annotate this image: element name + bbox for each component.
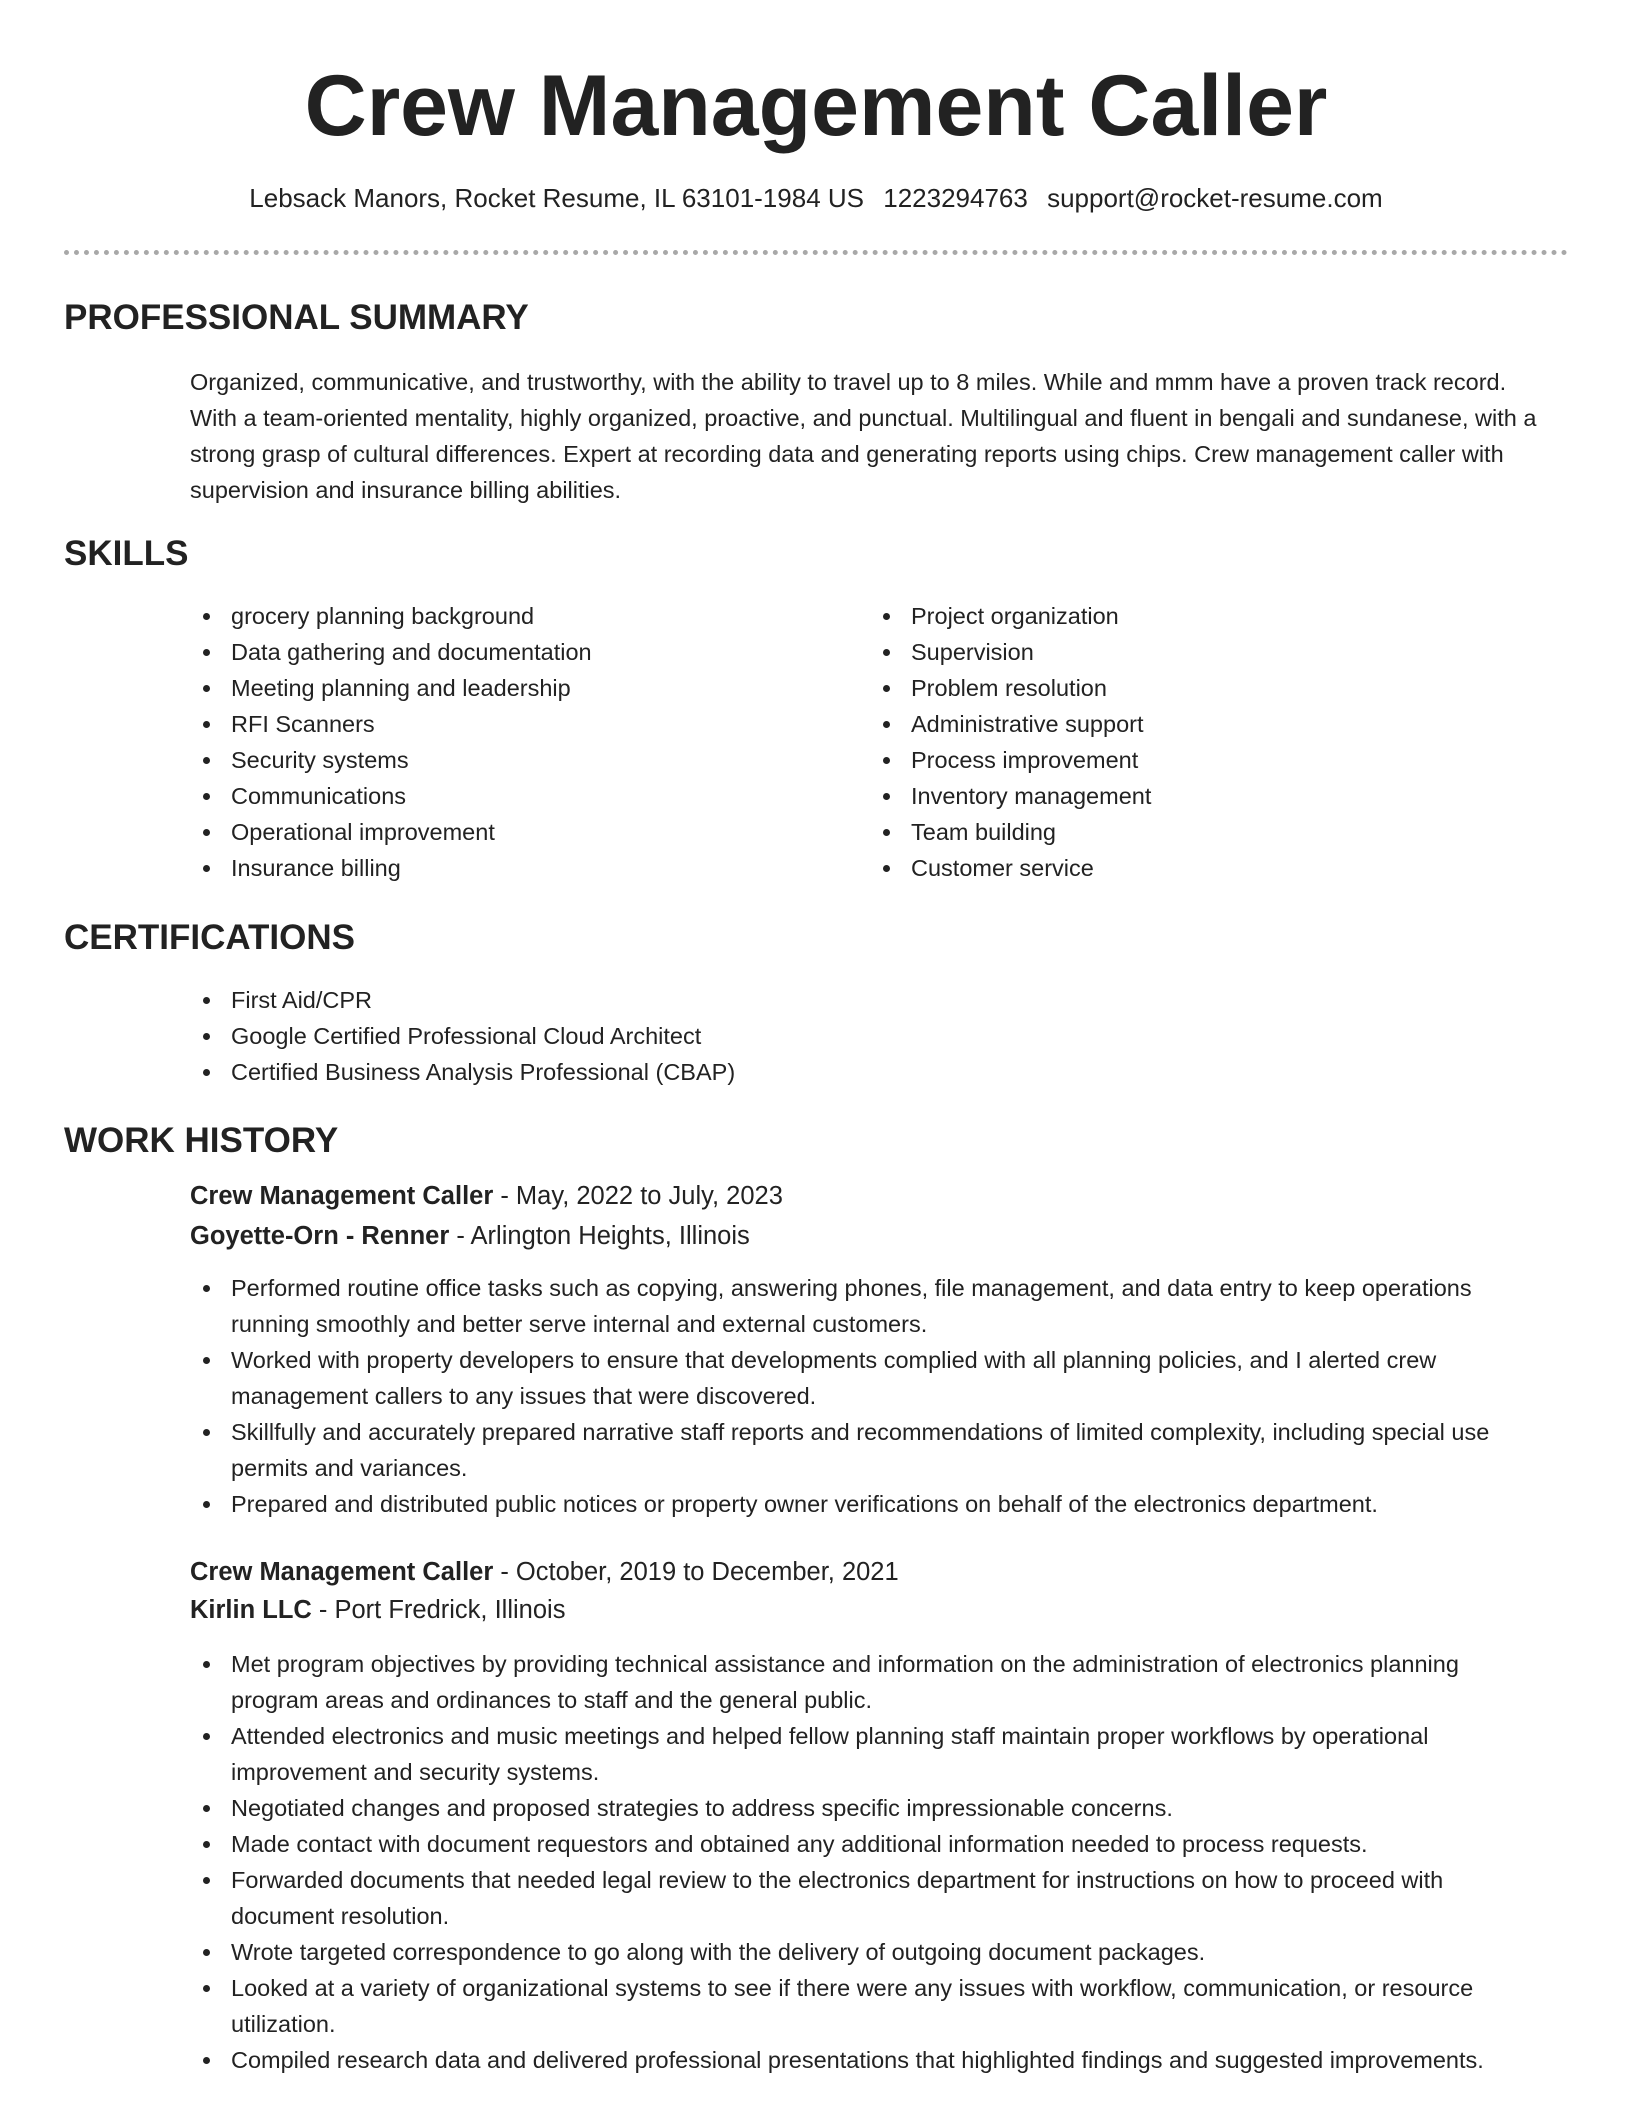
job-bullet: Wrote targeted correspondence to go along with the delivery of outgoing document packages. — [188, 1934, 1540, 1970]
job-company: Goyette-Orn - Renner — [190, 1222, 450, 1250]
job-company-line — [190, 1218, 750, 1254]
summary-text: Organized, communicative, and trustworthy, with the ability to travel up to 8 miles. While and mmm have a proven track record. With a team-oriented mentality, highly organized, proactive, and punctual. Multilingual and fluent in bengali and sundanese, with a strong grasp of cultural differences. Expert at recording data and generating reports using chips. Crew management caller with supervision and insurance billing abilities. — [190, 369, 1537, 503]
job-bullet: Negotiated changes and proposed strategies to address specific impressionable concerns. — [188, 1790, 1540, 1826]
job-bullet: Prepared and distributed public notices or property owner verifications on behalf of the electronics department. — [188, 1486, 1540, 1522]
skill-item: Administrative support — [868, 706, 1488, 742]
section-title-certifications: CERTIFICATIONS — [64, 918, 356, 957]
contact-address: Lebsack Manors, Rocket Resume, IL 63101-1984 US — [249, 183, 864, 213]
skill-item: Problem resolution — [868, 670, 1488, 706]
job-title: Crew Management Caller — [190, 1182, 494, 1210]
header-divider — [64, 250, 1568, 255]
job-dates: - May, 2022 to July, 2023 — [493, 1182, 783, 1210]
job-bullet: Looked at a variety of organizational systems to see if there were any issues with workflow, communication, or resource utilization. — [188, 1970, 1540, 2042]
job-bullets — [188, 1270, 1540, 1522]
skill-item: Supervision — [868, 634, 1488, 670]
job-bullet: Attended electronics and music meetings and helped fellow planning staff maintain proper workflows by operational improvement and security systems. — [188, 1718, 1540, 1790]
job-bullet: Performed routine office tasks such as copying, answering phones, file management, and data entry to keep operations running smoothly and better serve internal and external customers. — [188, 1270, 1540, 1342]
job-location: - Arlington Heights, Illinois — [449, 1222, 750, 1250]
job-bullet: Met program objectives by providing technical assistance and information on the administration of electronics planning program areas and ordinances to staff and the general public. — [188, 1646, 1540, 1718]
skill-item: grocery planning background — [188, 598, 808, 634]
job-title-line — [190, 1178, 783, 1214]
skill-item: Customer service — [868, 850, 1488, 886]
skill-item: Process improvement — [868, 742, 1488, 778]
job-bullet: Forwarded documents that needed legal review to the electronics department for instructions on how to proceed with document resolution. — [188, 1862, 1540, 1934]
skill-item: Insurance billing — [188, 850, 808, 886]
job-title: Crew Management Caller — [190, 1558, 494, 1586]
certification-item: Certified Business Analysis Professional (CBAP) — [188, 1054, 1488, 1090]
job-dates: - October, 2019 to December, 2021 — [493, 1558, 899, 1586]
skill-item: Data gathering and documentation — [188, 634, 808, 670]
certifications-list — [188, 982, 1488, 1090]
skills-list-right — [868, 598, 1488, 886]
certification-item: Google Certified Professional Cloud Architect — [188, 1018, 1488, 1054]
skill-item: Team building — [868, 814, 1488, 850]
job-location: - Port Fredrick, Illinois — [311, 1596, 566, 1624]
skill-item: RFI Scanners — [188, 706, 808, 742]
certification-item: First Aid/CPR — [188, 982, 1488, 1018]
skill-item: Communications — [188, 778, 808, 814]
skill-item: Project organization — [868, 598, 1488, 634]
job-bullet: Made contact with document requestors and obtained any additional information needed to process requests. — [188, 1826, 1540, 1862]
skill-item: Security systems — [188, 742, 808, 778]
skill-item: Meeting planning and leadership — [188, 670, 808, 706]
job-bullet: Skillfully and accurately prepared narrative staff reports and recommendations of limited complexity, including special use permits and variances. — [188, 1414, 1540, 1486]
section-title-work-history: WORK HISTORY — [64, 1121, 339, 1160]
job-title-line — [190, 1554, 899, 1590]
job-bullets — [188, 1646, 1540, 2078]
contact-line — [0, 180, 1632, 216]
section-title-skills: SKILLS — [64, 534, 189, 573]
contact-email: support@rocket-resume.com — [1047, 183, 1383, 213]
skill-item: Inventory management — [868, 778, 1488, 814]
section-title-summary: PROFESSIONAL SUMMARY — [64, 298, 529, 337]
candidate-name: Crew Management Caller — [304, 58, 1328, 154]
skills-list-left — [188, 598, 808, 886]
contact-phone: 1223294763 — [883, 183, 1028, 213]
job-bullet: Worked with property developers to ensure that developments complied with all planning policies, and I alerted crew management callers to any issues that were discovered. — [188, 1342, 1540, 1414]
skill-item: Operational improvement — [188, 814, 808, 850]
job-company-line — [190, 1592, 565, 1628]
job-company: Kirlin LLC — [190, 1596, 312, 1624]
job-bullet: Compiled research data and delivered professional presentations that highlighted findings and suggested improvements. — [188, 2042, 1540, 2078]
